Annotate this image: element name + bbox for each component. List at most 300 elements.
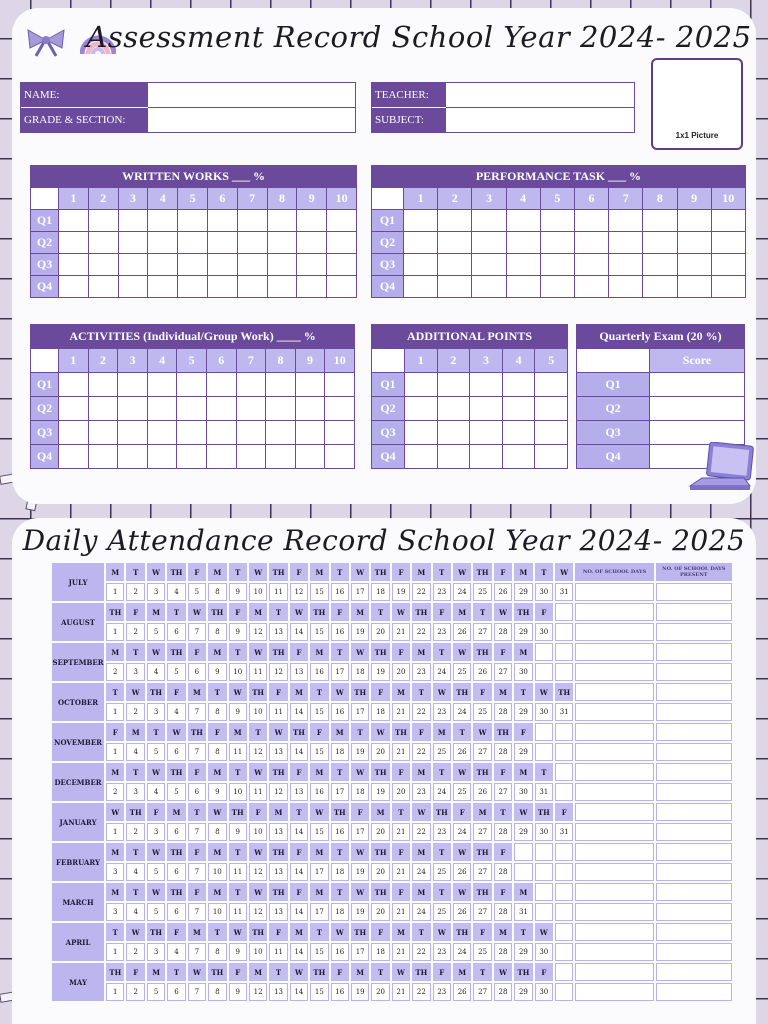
date-cell[interactable]: 6 [167,903,185,921]
date-cell[interactable]: 2 [126,623,144,641]
score-cell[interactable] [207,210,237,232]
date-cell[interactable]: 24 [412,863,430,881]
score-cell[interactable] [437,397,470,421]
score-cell[interactable] [88,254,118,276]
date-cell[interactable]: 3 [147,703,165,721]
school-days-cell[interactable] [575,803,653,821]
score-cell[interactable] [506,276,540,298]
date-cell[interactable]: 25 [453,663,471,681]
date-cell[interactable]: 23 [433,583,451,601]
score-cell[interactable] [237,232,267,254]
date-cell[interactable]: 19 [351,903,369,921]
date-cell[interactable]: 23 [433,943,451,961]
date-cell[interactable]: 12 [269,663,287,681]
days-present-cell[interactable] [656,923,732,941]
days-present-cell[interactable] [656,903,732,921]
date-cell[interactable]: 19 [371,783,389,801]
date-cell[interactable]: 18 [371,583,389,601]
date-cell[interactable]: 1 [106,703,124,721]
score-cell[interactable] [266,397,296,421]
days-present-cell[interactable] [656,683,732,701]
score-cell[interactable] [643,254,677,276]
score-cell[interactable] [470,373,503,397]
score-cell[interactable] [236,397,266,421]
date-cell[interactable]: 21 [392,743,410,761]
date-cell[interactable]: 2 [106,663,124,681]
date-cell[interactable]: 5 [167,783,185,801]
date-cell[interactable]: 10 [249,583,267,601]
date-cell[interactable]: 27 [473,623,491,641]
date-cell[interactable]: 7 [188,903,206,921]
date-cell[interactable]: 30 [535,623,553,641]
score-cell[interactable] [438,254,472,276]
date-cell[interactable]: 2 [106,783,124,801]
school-days-cell[interactable] [575,723,653,741]
days-present-cell[interactable] [656,703,732,721]
date-cell[interactable]: 6 [188,783,206,801]
score-cell[interactable] [506,254,540,276]
date-cell[interactable]: 10 [249,823,267,841]
date-cell[interactable]: 28 [494,823,512,841]
date-cell[interactable]: 17 [351,943,369,961]
score-cell[interactable] [325,397,355,421]
date-cell[interactable]: 10 [208,903,226,921]
score-cell[interactable] [147,445,177,469]
date-cell[interactable]: 27 [473,903,491,921]
school-days-cell[interactable] [575,583,653,601]
score-cell[interactable] [118,254,148,276]
score-cell[interactable] [327,254,357,276]
score-cell[interactable] [506,210,540,232]
score-cell[interactable] [535,445,568,469]
date-cell[interactable]: 1 [106,823,124,841]
date-cell[interactable]: 16 [331,943,349,961]
date-cell[interactable]: 13 [290,663,308,681]
score-cell[interactable] [437,373,470,397]
date-cell[interactable]: 10 [229,783,247,801]
school-days-cell[interactable] [575,763,653,781]
score-cell[interactable] [88,276,118,298]
days-present-cell[interactable] [656,603,732,621]
date-cell[interactable]: 19 [392,583,410,601]
date-cell[interactable]: 29 [514,583,532,601]
date-cell[interactable]: 25 [473,943,491,961]
score-cell[interactable] [118,232,148,254]
date-cell[interactable]: 16 [331,703,349,721]
school-days-cell[interactable] [575,943,653,961]
date-cell[interactable]: 7 [188,743,206,761]
score-cell[interactable] [437,421,470,445]
date-cell[interactable]: 13 [269,983,287,1001]
date-cell[interactable]: 12 [269,783,287,801]
score-cell[interactable] [148,232,178,254]
date-cell[interactable]: 30 [514,663,532,681]
date-cell[interactable]: 16 [331,983,349,1001]
date-cell[interactable]: 22 [412,943,430,961]
score-cell[interactable] [502,373,535,397]
days-present-cell[interactable] [656,863,732,881]
date-cell[interactable]: 16 [331,583,349,601]
date-cell[interactable]: 20 [371,983,389,1001]
score-cell[interactable] [574,276,608,298]
date-cell[interactable]: 18 [331,743,349,761]
date-cell[interactable]: 31 [555,583,573,601]
date-cell[interactable]: 16 [331,823,349,841]
score-cell[interactable] [237,276,267,298]
date-cell[interactable]: 1 [106,623,124,641]
date-cell[interactable]: 7 [188,623,206,641]
score-cell[interactable] [59,421,89,445]
date-cell[interactable]: 12 [249,903,267,921]
days-present-cell[interactable] [656,623,732,641]
score-cell[interactable] [540,210,574,232]
date-cell[interactable]: 25 [433,863,451,881]
date-cell[interactable]: 12 [249,623,267,641]
score-cell[interactable] [147,373,177,397]
date-cell[interactable]: 24 [453,943,471,961]
date-cell[interactable]: 14 [290,983,308,1001]
score-cell[interactable] [206,373,236,397]
date-cell[interactable]: 12 [249,983,267,1001]
date-cell[interactable]: 14 [290,703,308,721]
score-cell[interactable] [266,445,296,469]
score-cell[interactable] [711,254,745,276]
date-cell[interactable]: 17 [351,703,369,721]
date-cell[interactable]: 9 [229,823,247,841]
score-cell[interactable] [59,232,89,254]
score-cell[interactable] [59,397,89,421]
date-cell[interactable]: 20 [371,863,389,881]
date-cell[interactable]: 7 [188,823,206,841]
days-present-cell[interactable] [656,663,732,681]
school-days-cell[interactable] [575,603,653,621]
score-cell[interactable] [438,276,472,298]
score-cell[interactable] [297,276,327,298]
date-cell[interactable]: 13 [269,863,287,881]
score-cell[interactable] [405,373,438,397]
date-cell[interactable]: 2 [126,823,144,841]
date-cell[interactable]: 15 [310,743,328,761]
score-cell[interactable] [236,445,266,469]
date-cell[interactable]: 8 [208,743,226,761]
teacher-field[interactable] [446,83,634,108]
score-cell[interactable] [404,210,438,232]
date-cell[interactable]: 6 [167,823,185,841]
score-cell[interactable] [437,445,470,469]
date-cell[interactable]: 8 [208,823,226,841]
date-cell[interactable]: 1 [106,743,124,761]
days-present-cell[interactable] [656,943,732,961]
date-cell[interactable]: 12 [290,583,308,601]
date-cell[interactable]: 9 [229,623,247,641]
date-cell[interactable]: 6 [167,983,185,1001]
date-cell[interactable]: 28 [494,903,512,921]
date-cell[interactable]: 5 [188,583,206,601]
date-cell[interactable]: 11 [229,743,247,761]
date-cell[interactable]: 4 [167,943,185,961]
date-cell[interactable]: 28 [494,703,512,721]
score-cell[interactable] [118,445,148,469]
date-cell[interactable]: 6 [167,743,185,761]
score-cell[interactable] [405,445,438,469]
date-cell[interactable]: 11 [269,943,287,961]
date-cell[interactable]: 25 [473,583,491,601]
score-cell[interactable] [609,210,643,232]
score-cell[interactable] [178,254,208,276]
date-cell[interactable]: 30 [535,823,553,841]
score-cell[interactable] [711,210,745,232]
score-cell[interactable] [295,421,325,445]
days-present-cell[interactable] [656,823,732,841]
date-cell[interactable]: 27 [473,863,491,881]
score-cell[interactable] [677,210,711,232]
score-cell[interactable] [609,254,643,276]
score-cell[interactable] [540,254,574,276]
date-cell[interactable]: 3 [147,583,165,601]
date-cell[interactable]: 9 [208,663,226,681]
date-cell[interactable]: 4 [126,903,144,921]
date-cell[interactable]: 20 [371,903,389,921]
date-cell[interactable]: 5 [147,743,165,761]
date-cell[interactable]: 31 [555,703,573,721]
subject-field[interactable] [446,108,634,132]
date-cell[interactable]: 18 [331,903,349,921]
date-cell[interactable]: 17 [331,783,349,801]
date-cell[interactable]: 20 [371,623,389,641]
score-cell[interactable] [535,397,568,421]
score-cell[interactable] [677,276,711,298]
date-cell[interactable]: 20 [371,743,389,761]
date-cell[interactable]: 29 [514,943,532,961]
date-cell[interactable]: 11 [229,863,247,881]
score-cell[interactable] [711,276,745,298]
score-cell[interactable] [574,254,608,276]
name-field[interactable] [148,83,355,108]
date-cell[interactable]: 25 [433,743,451,761]
date-cell[interactable]: 1 [106,583,124,601]
score-cell[interactable] [267,210,297,232]
date-cell[interactable]: 14 [290,943,308,961]
grade-section-field[interactable] [148,108,355,132]
exam-score-cell[interactable] [650,421,745,445]
score-cell[interactable] [677,232,711,254]
date-cell[interactable]: 18 [371,943,389,961]
date-cell[interactable]: 7 [188,863,206,881]
date-cell[interactable]: 17 [310,903,328,921]
days-present-cell[interactable] [656,963,732,981]
date-cell[interactable]: 5 [147,983,165,1001]
date-cell[interactable]: 28 [494,983,512,1001]
date-cell[interactable]: 27 [473,743,491,761]
score-cell[interactable] [472,254,506,276]
score-cell[interactable] [470,397,503,421]
date-cell[interactable]: 11 [269,583,287,601]
school-days-cell[interactable] [575,683,653,701]
date-cell[interactable]: 3 [147,823,165,841]
date-cell[interactable]: 1 [106,943,124,961]
date-cell[interactable]: 26 [494,583,512,601]
date-cell[interactable]: 20 [392,783,410,801]
date-cell[interactable]: 31 [555,823,573,841]
date-cell[interactable]: 7 [188,943,206,961]
score-cell[interactable] [177,397,207,421]
date-cell[interactable]: 13 [269,823,287,841]
date-cell[interactable]: 19 [351,983,369,1001]
days-present-cell[interactable] [656,983,732,1001]
score-cell[interactable] [88,373,118,397]
date-cell[interactable]: 24 [433,783,451,801]
date-cell[interactable]: 17 [351,583,369,601]
date-cell[interactable]: 11 [229,903,247,921]
score-cell[interactable] [266,373,296,397]
date-cell[interactable]: 22 [412,743,430,761]
score-cell[interactable] [297,210,327,232]
date-cell[interactable]: 2 [126,943,144,961]
score-cell[interactable] [472,276,506,298]
date-cell[interactable]: 13 [269,743,287,761]
date-cell[interactable]: 27 [473,823,491,841]
score-cell[interactable] [236,373,266,397]
date-cell[interactable]: 15 [310,703,328,721]
score-cell[interactable] [118,210,148,232]
date-cell[interactable]: 4 [147,663,165,681]
score-cell[interactable] [118,421,148,445]
date-cell[interactable]: 24 [453,583,471,601]
score-cell[interactable] [438,232,472,254]
score-cell[interactable] [88,210,118,232]
date-cell[interactable]: 4 [167,703,185,721]
score-cell[interactable] [327,232,357,254]
days-present-cell[interactable] [656,803,732,821]
score-cell[interactable] [207,232,237,254]
school-days-cell[interactable] [575,743,653,761]
date-cell[interactable]: 5 [147,903,165,921]
score-cell[interactable] [267,276,297,298]
date-cell[interactable]: 22 [412,583,430,601]
date-cell[interactable]: 26 [473,663,491,681]
date-cell[interactable]: 28 [494,863,512,881]
date-cell[interactable]: 16 [310,783,328,801]
date-cell[interactable]: 24 [453,823,471,841]
date-cell[interactable]: 18 [371,703,389,721]
date-cell[interactable]: 27 [494,783,512,801]
date-cell[interactable]: 25 [453,783,471,801]
school-days-cell[interactable] [575,983,653,1001]
date-cell[interactable]: 9 [229,983,247,1001]
score-cell[interactable] [438,210,472,232]
date-cell[interactable]: 21 [392,823,410,841]
date-cell[interactable]: 15 [310,583,328,601]
date-cell[interactable]: 5 [147,623,165,641]
date-cell[interactable]: 8 [208,583,226,601]
date-cell[interactable]: 28 [494,623,512,641]
school-days-cell[interactable] [575,823,653,841]
score-cell[interactable] [540,276,574,298]
date-cell[interactable]: 12 [249,863,267,881]
date-cell[interactable]: 28 [494,743,512,761]
score-cell[interactable] [404,254,438,276]
score-cell[interactable] [207,254,237,276]
days-present-cell[interactable] [656,763,732,781]
score-cell[interactable] [147,397,177,421]
score-cell[interactable] [574,210,608,232]
date-cell[interactable]: 15 [310,623,328,641]
date-cell[interactable]: 6 [188,663,206,681]
score-cell[interactable] [88,397,118,421]
date-cell[interactable]: 14 [290,863,308,881]
score-cell[interactable] [327,210,357,232]
date-cell[interactable]: 30 [514,783,532,801]
date-cell[interactable]: 10 [249,943,267,961]
school-days-cell[interactable] [575,663,653,681]
score-cell[interactable] [59,254,89,276]
date-cell[interactable]: 2 [126,983,144,1001]
date-cell[interactable]: 25 [473,703,491,721]
score-cell[interactable] [295,445,325,469]
score-cell[interactable] [178,276,208,298]
school-days-cell[interactable] [575,643,653,661]
date-cell[interactable]: 28 [494,943,512,961]
date-cell[interactable]: 19 [351,743,369,761]
date-cell[interactable]: 30 [535,703,553,721]
days-present-cell[interactable] [656,843,732,861]
date-cell[interactable]: 13 [269,623,287,641]
score-cell[interactable] [148,276,178,298]
date-cell[interactable]: 24 [453,703,471,721]
score-cell[interactable] [677,254,711,276]
score-cell[interactable] [405,397,438,421]
date-cell[interactable]: 29 [514,703,532,721]
date-cell[interactable]: 8 [208,623,226,641]
days-present-cell[interactable] [656,583,732,601]
date-cell[interactable]: 26 [453,863,471,881]
score-cell[interactable] [535,421,568,445]
date-cell[interactable]: 5 [167,663,185,681]
score-cell[interactable] [609,276,643,298]
score-cell[interactable] [88,232,118,254]
date-cell[interactable]: 29 [514,823,532,841]
score-cell[interactable] [59,210,89,232]
score-cell[interactable] [643,276,677,298]
date-cell[interactable]: 5 [147,863,165,881]
date-cell[interactable]: 7 [188,703,206,721]
score-cell[interactable] [325,373,355,397]
date-cell[interactable]: 9 [208,783,226,801]
score-cell[interactable] [88,421,118,445]
date-cell[interactable]: 6 [167,863,185,881]
score-cell[interactable] [118,373,148,397]
date-cell[interactable]: 11 [249,663,267,681]
date-cell[interactable]: 9 [229,583,247,601]
date-cell[interactable]: 27 [473,983,491,1001]
date-cell[interactable]: 12 [249,743,267,761]
date-cell[interactable]: 2 [126,703,144,721]
date-cell[interactable]: 19 [351,863,369,881]
score-cell[interactable] [325,445,355,469]
score-cell[interactable] [574,232,608,254]
date-cell[interactable]: 11 [249,783,267,801]
date-cell[interactable]: 8 [208,943,226,961]
score-cell[interactable] [643,210,677,232]
score-cell[interactable] [118,276,148,298]
date-cell[interactable]: 26 [473,783,491,801]
score-cell[interactable] [295,397,325,421]
date-cell[interactable]: 20 [392,663,410,681]
date-cell[interactable]: 20 [371,823,389,841]
exam-score-cell[interactable] [650,397,745,421]
date-cell[interactable]: 17 [351,823,369,841]
score-cell[interactable] [297,254,327,276]
